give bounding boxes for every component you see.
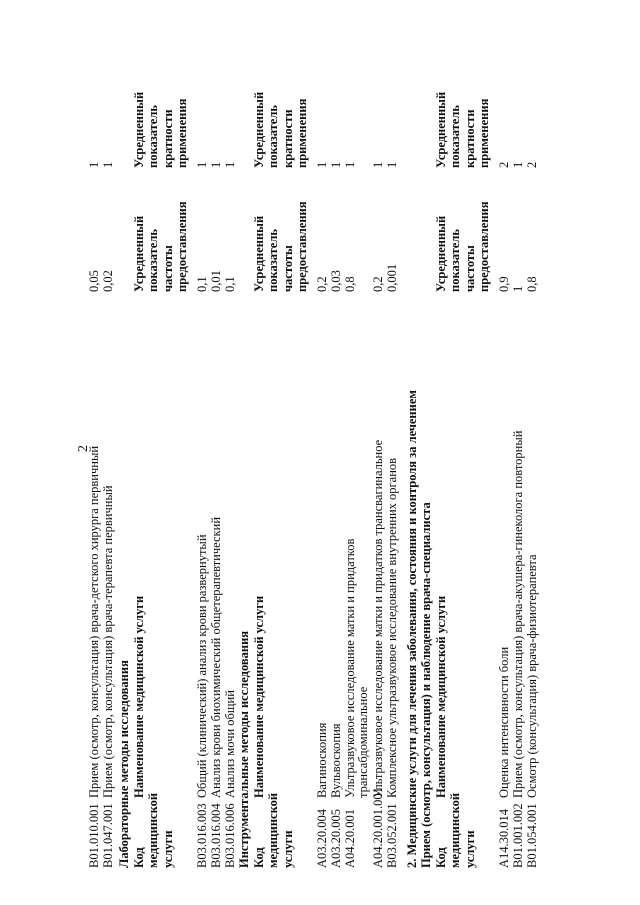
service-code: B03.052.001 xyxy=(385,803,399,868)
service-code: B01.010.001 xyxy=(87,803,101,868)
multiplicity-value: 2 xyxy=(497,161,511,168)
frequency-value: 0,9 xyxy=(497,276,511,292)
header-name: Наименование медицинской услуги xyxy=(132,595,146,798)
service-name: Общий (клинический) анализ крови развернутый xyxy=(195,534,209,798)
header-code: Код медицинской услуги xyxy=(434,792,477,868)
header-code: Код медицинской услуги xyxy=(252,792,295,868)
service-name: Оценка интенсивности боли xyxy=(497,646,511,798)
multiplicity-value: 2 xyxy=(525,161,539,168)
header-frequency: Усредненный показатель частоты предоставления xyxy=(132,201,190,292)
service-name: Вагиноскопия xyxy=(315,722,329,798)
section-instr-label: Инструментальные методы исследования xyxy=(237,630,251,868)
multiplicity-value: 1 xyxy=(101,161,115,168)
page-number: 2 xyxy=(76,445,91,452)
header-multiplicity: Усредненный показатель кратности применения xyxy=(252,91,310,168)
service-name: Ультразвуковое исследование матки и придатков трансвагинальное xyxy=(371,439,385,798)
multiplicity-value: 1 xyxy=(329,161,343,168)
document-table xyxy=(88,38,596,868)
section-2-title: 2. Медицинские услуги для лечения заболевания, состояния и контроля за лечением xyxy=(405,390,419,868)
service-code: A14.30.014 xyxy=(497,808,511,868)
service-name: Ультразвуковое исследование матки и придатков трансабдоминальное xyxy=(343,538,370,798)
multiplicity-value: 1 xyxy=(385,161,399,168)
section-lab-label: Лабораторные методы исследования xyxy=(117,660,131,868)
service-name: Прием (осмотр, консультация) врача-акушера-гинеколога повторный xyxy=(511,430,525,798)
frequency-value: 0,8 xyxy=(525,276,539,292)
service-code: B01.054.001 xyxy=(525,803,539,868)
frequency-value: 0,1 xyxy=(195,276,209,292)
service-name: Комплексное ультразвуковое исследование внутренних органов xyxy=(385,457,399,798)
header-name: Наименование медицинской услуги xyxy=(252,595,266,798)
service-code: B03.016.004 xyxy=(209,803,223,868)
header-frequency: Усредненный показатель частоты предоставления xyxy=(252,201,310,292)
frequency-value: 0,2 xyxy=(371,276,385,292)
multiplicity-value: 1 xyxy=(371,161,385,168)
service-code: B01.001.002 xyxy=(511,803,525,868)
service-code: A04.20.001.001 xyxy=(371,787,385,868)
frequency-value: 0,05 xyxy=(87,270,101,292)
multiplicity-value: 1 xyxy=(87,161,101,168)
multiplicity-value: 1 xyxy=(511,161,525,168)
frequency-value: 0,1 xyxy=(223,276,237,292)
header-multiplicity: Усредненный показатель кратности применения xyxy=(132,91,190,168)
multiplicity-value: 1 xyxy=(209,161,223,168)
frequency-value: 0,01 xyxy=(209,270,223,292)
service-code: A04.20.001 xyxy=(343,808,357,868)
service-name: Прием (осмотр, консультация) врача-детского хирурга первичный xyxy=(87,445,101,798)
multiplicity-value: 1 xyxy=(315,161,329,168)
service-code: A03.20.004 xyxy=(315,808,329,868)
multiplicity-value: 1 xyxy=(195,161,209,168)
frequency-value: 0,03 xyxy=(329,270,343,292)
service-name: Прием (осмотр, консультация) врача-терапевта первичный xyxy=(101,485,115,798)
service-code: A03.20.005 xyxy=(329,808,343,868)
frequency-value: 1 xyxy=(511,285,525,292)
service-code: B03.016.003 xyxy=(195,803,209,868)
frequency-value: 0,8 xyxy=(343,276,357,292)
header-name: Наименование медицинской услуги xyxy=(434,595,448,798)
header-multiplicity: Усредненный показатель кратности применения xyxy=(434,91,492,168)
service-code: B03.016.006 xyxy=(223,803,237,868)
header-code: Код медицинской услуги xyxy=(132,792,175,868)
service-name: Вульвоскопия xyxy=(329,723,343,798)
service-name: Осмотр (консультация) врача-физиотерапевта xyxy=(525,554,539,798)
multiplicity-value: 1 xyxy=(343,161,357,168)
frequency-value: 0,02 xyxy=(101,270,115,292)
service-name: Анализ крови биохимический общетерапевтический xyxy=(209,516,223,798)
service-name: Анализ мочи общий xyxy=(223,690,237,798)
multiplicity-value: 1 xyxy=(223,161,237,168)
frequency-value: 0,001 xyxy=(385,263,399,292)
header-frequency: Усредненный показатель частоты предоставления xyxy=(434,201,492,292)
section-2-subtitle: Прием (осмотр, консультация) и наблюдение врача-специалиста xyxy=(419,502,433,868)
service-code: B01.047.001 xyxy=(101,803,115,868)
frequency-value: 0,2 xyxy=(315,276,329,292)
